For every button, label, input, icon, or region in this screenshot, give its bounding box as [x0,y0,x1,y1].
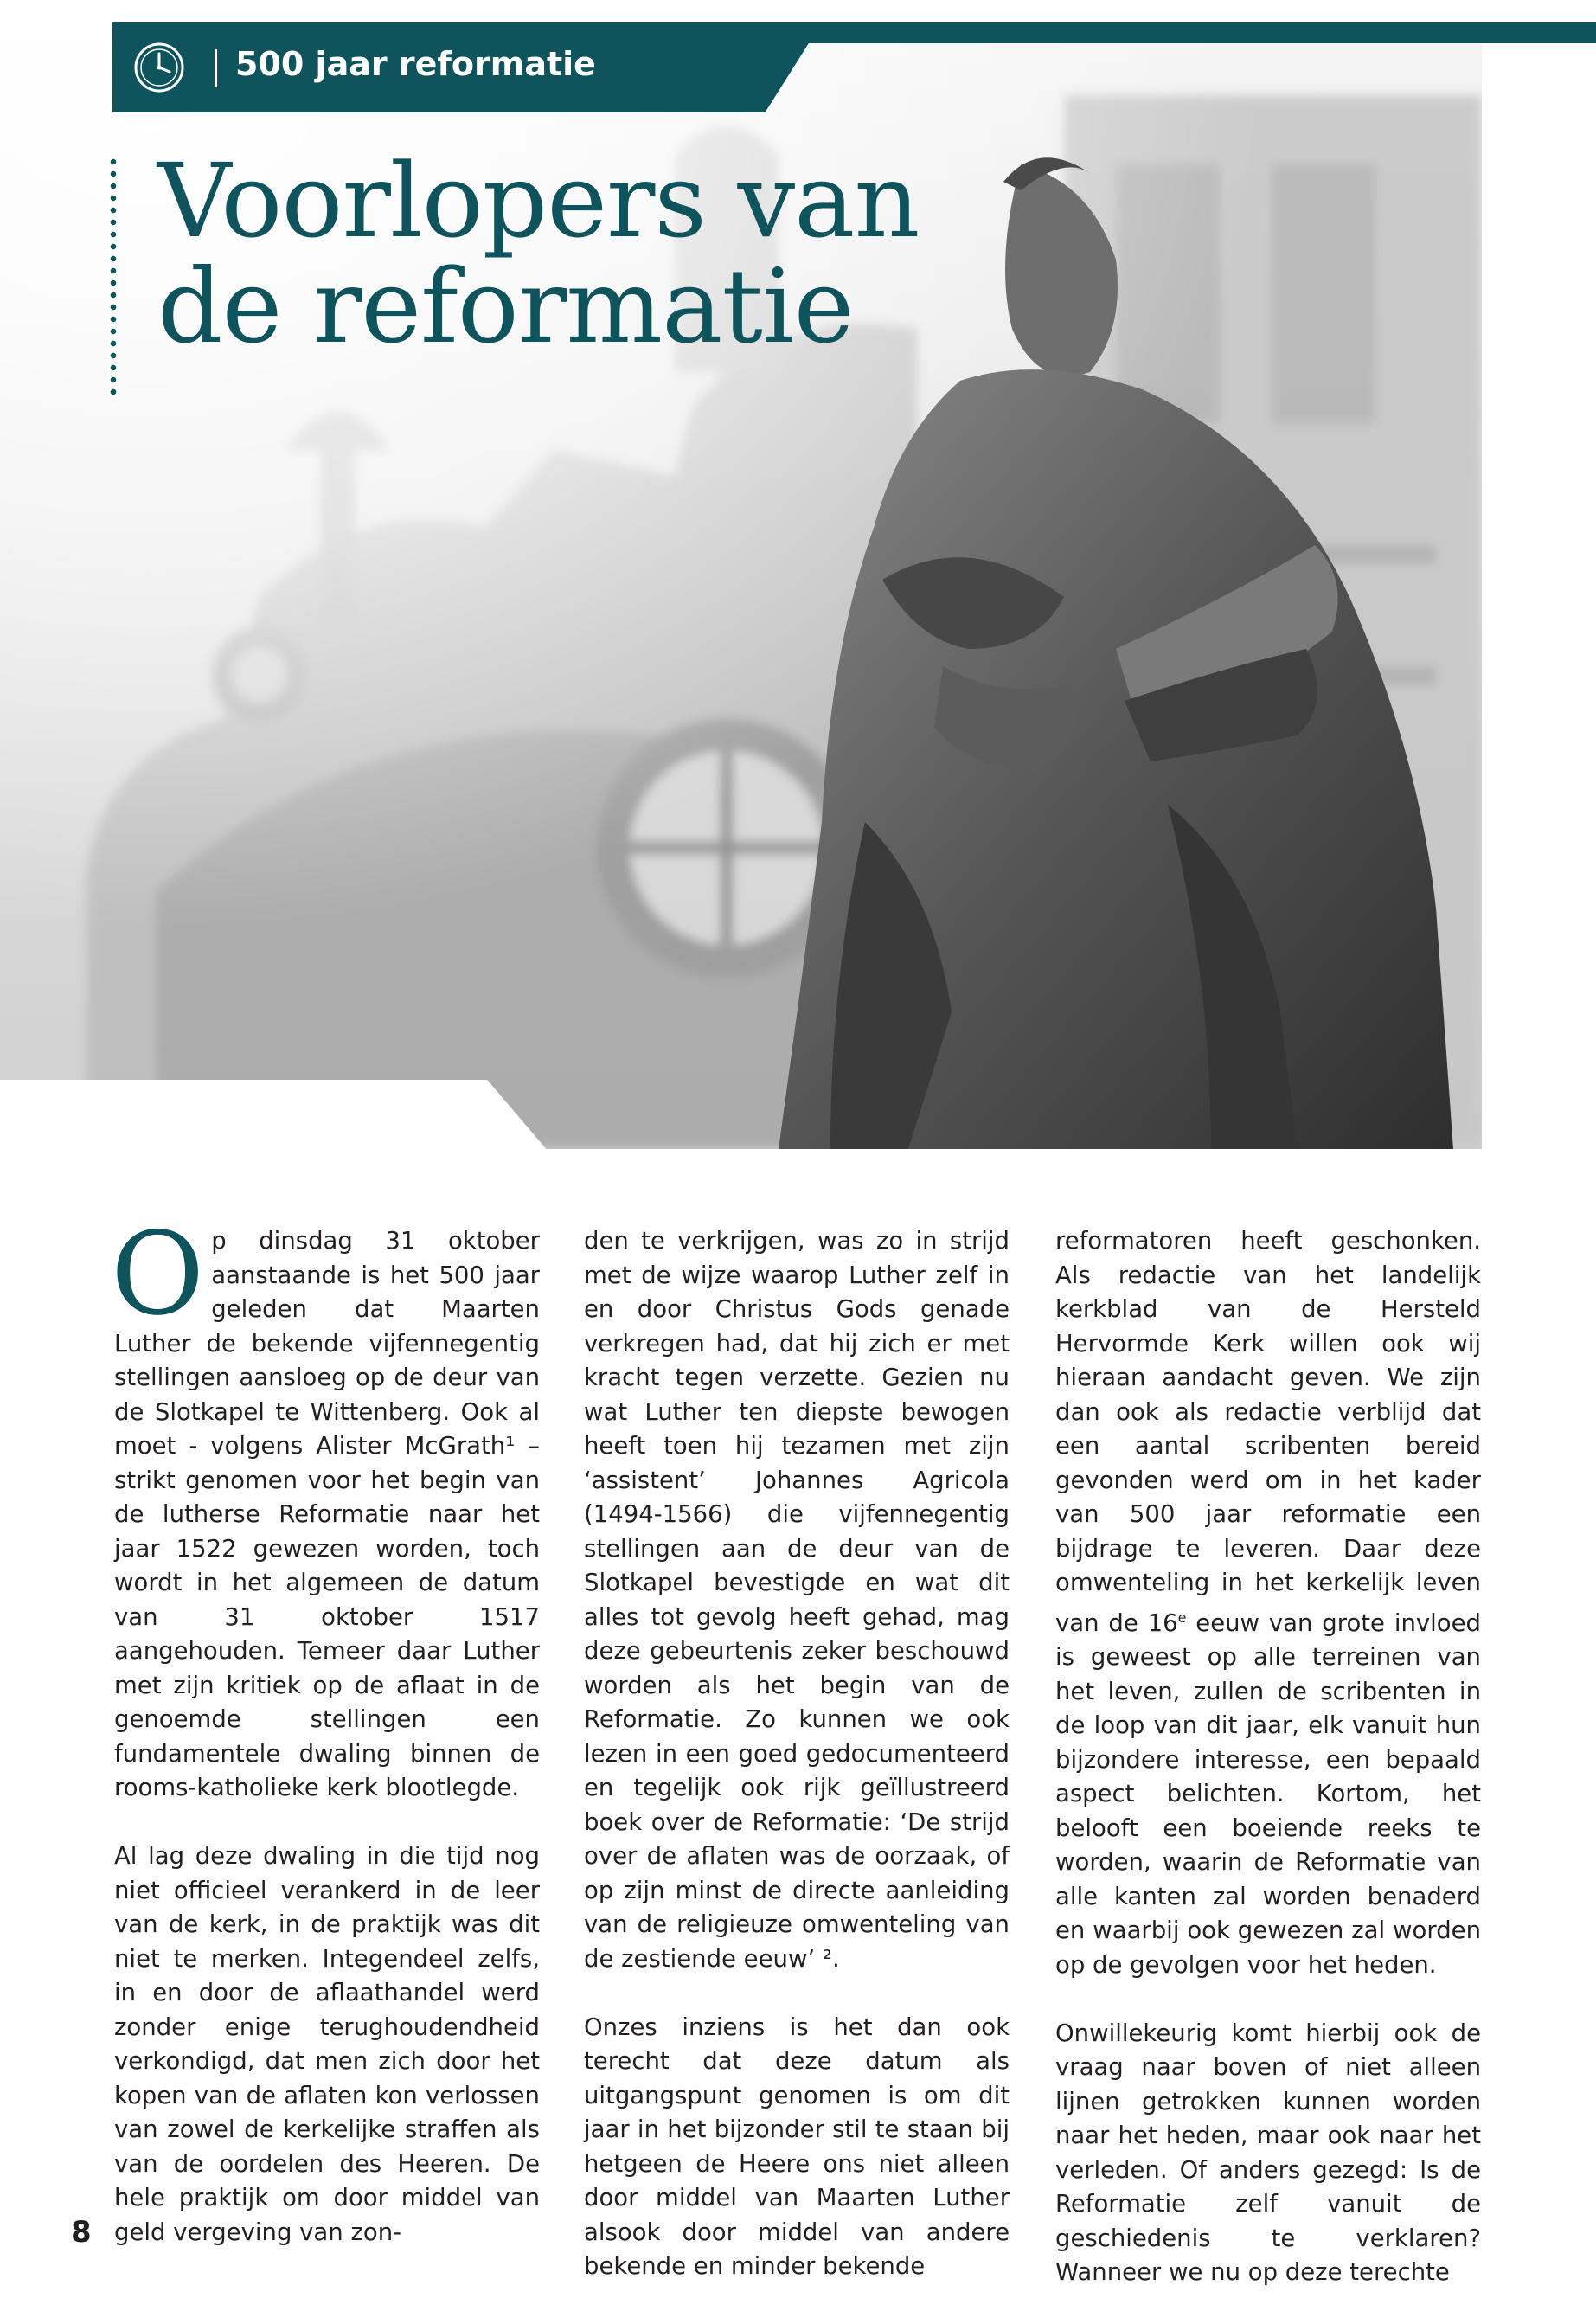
clock-icon [132,41,186,94]
photo-corner-cut [0,1080,554,1158]
article-title-line-2: de reformatie [157,246,854,366]
paragraph: Onwillekeurig komt hierbij ook de vraag naar boven of niet alleen lijnen getrokken kunnen worden naar het heden, maar ook naar het verleden. Of anders gezegd: Is de Reformatie zelf vanuit de geschiedenis te verklaren? Wanneer we nu op deze terechte [1055,2019,1481,2287]
paragraph: Onzes inziens is het dan ook terecht dat deze datum als uitgangspunt genomen is om dit jaar in het bijzonder stil te staan bij hetgeen de Heere ons niet alleen door middel van Maarten Luther alsook door middel van andere bekende en minder bekende [584,2013,1010,2280]
text-column-3 [1055,1224,1481,2324]
paragraph [111,1208,540,1806]
title-dotted-rule [110,156,117,398]
tab-separator [215,49,217,87]
paragraph: Al lag deze dwaling in die tijd nog niet officieel verankerd in de leer van de kerk, in de praktijk was dit niet te merken. Integendeel zelfs, in en door de aflaathandel werd zonder enige terughoudendheid verkondigd, dat men zich door het kopen van de aflaten kon verlossen van zowel de kerkelijke straffen als van de oordelen des Heeren. De hele praktijk om door middel van geld vergeving van zon- [114,1842,540,2246]
paragraph-text: reformatoren heeft geschonken. Als redactie van het landelijk kerkblad van de Hersteld Hervormde Kerk willen ook wij hieraan aandacht geven. We zijn dan ook als redactie verblijd dat een aantal scribenten bereid gevonden werd om in het kader van 500 jaar reformatie een bijdrage te leveren. Daar deze omwenteling in het kerkelijk leven van de 16 [1055,1227,1481,1637]
paragraph [1055,1224,1481,1982]
article-title-line-1: Voorlopers van [157,141,920,260]
page-number: 8 [71,2215,92,2250]
paragraph: den te verkrijgen, was zo in strijd met de wijze waarop Luther zelf in en door Christus Gods genade verkregen had, dat hij zich er met kracht tegen verzette. Gezien nu wat Luther ten diepste bewogen heeft toen hij tezamen met zijn ‘assistent’ Johannes Agricola (1494-1566) die vijfennegentig stellingen aan de deur van de Slotkapel bevestigde en wat dit alles tot gevolg heeft gehad, mag deze gebeurtenis zeker beschouwd worden als het begin van de Reformatie. Zo kunnen we ook lezen in een goed gedocumenteerd en tegelijk ook rijk geïllustreerd boek over de Reformatie: ‘De strijd over de aflaten was de oorzaak, of op zijn minst de directe aanleiding van de religieuze omwenteling van de zestiende eeuw’ ². [584,1227,1010,1973]
paragraph-text: p dinsdag 31 oktober aanstaande is het 500 jaar geleden dat Maarten Luther de bekende vijfennegentig stellingen aansloeg op de deur van de Slotkapel te Wittenberg. Ook al moet - volgens Alister McGrath¹ – strikt genomen voor het begin van de lutherse Reformatie naar het jaar 1522 gewezen worden, toch wordt in het algemeen de datum van 31 oktober 1517 aangehouden. Temeer daar Luther met zijn kritiek op de aflaat in de genoemde stellingen een fundamentele dwaling binnen de rooms-katholieke kerk blootlegde. [114,1227,540,1801]
article-title [157,141,1005,366]
section-label: 500 jaar reformatie [235,45,596,83]
paragraph-text: eeuw van grote invloed is geweest op alle terreinen van het leven, zullen de scribenten in de loop van dit jaar, elk vanuit hun bijzondere interesse, een bepaald aspect belichten. Kortom, het belooft een boeiende reeks te worden, waarin de Reformatie van alle kanten zal worden benaderd en waarbij ook gewezen zal worden op de gevolgen voor het heden. [1055,1608,1481,1979]
superscript: e [1177,1608,1187,1626]
drop-cap: O [111,1208,205,1341]
text-column-1 [111,1208,540,2284]
text-column-2 [584,1224,1010,2318]
